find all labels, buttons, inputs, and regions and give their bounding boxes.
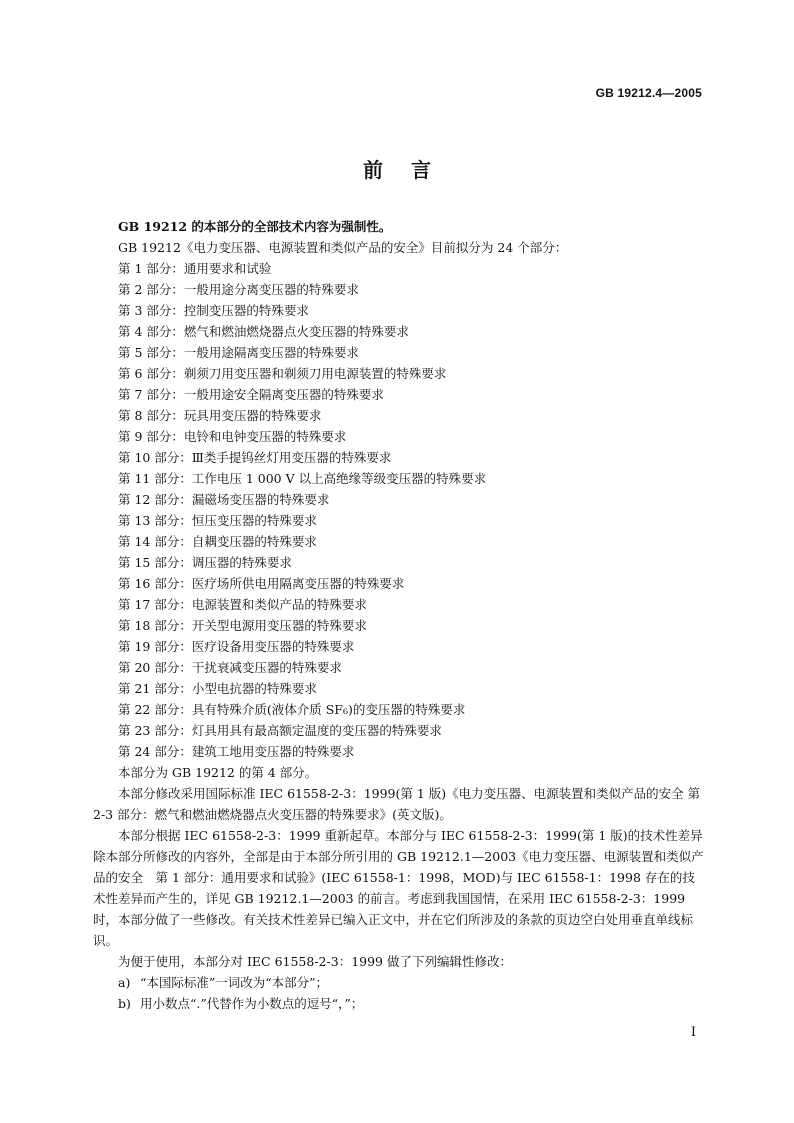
edit-text: 用小数点“.”代替作为小数点的逗号“，”； bbox=[140, 996, 364, 1011]
part-item: 第 17 部分：电源装置和类似产品的特殊要求 bbox=[118, 597, 367, 612]
part-item: 第 1 部分：通用要求和试验 bbox=[118, 261, 272, 276]
foreword-body bbox=[93, 216, 705, 1014]
part-number-paragraph: 本部分为 GB 19212 的第 4 部分。 bbox=[118, 765, 318, 780]
redraft-paragraph: 本部分根据 IEC 61558-2-3：1999 重新起草。本部分与 IEC 61558-2-3：1999(第 1 版)的技术性差异除本部分所修改的内容外，全部是由于本部分所引用的 GB 19212.1—2003《电力变压器、电源装置和类似产品的安全 第 1 部分：通用要求和试验》(IEC 61558-1：1998，MOD)与 IEC 61558-1：1998 存在的技术性差异而产生的，详见 GB 19212.1—2003 的前言。考虑到我国国情，在采用 IEC 61558-2-3：1999 时，本部分做了一些修改。有关技术性差异已编入正文中，并在它们所涉及的条款的页边空白处用垂直单线标识。 bbox=[93, 828, 704, 948]
part-item: 第 14 部分：自耦变压器的特殊要求 bbox=[118, 534, 317, 549]
page-number: I bbox=[690, 1025, 696, 1040]
part-item: 第 18 部分：开关型电源用变压器的特殊要求 bbox=[118, 618, 367, 633]
edit-item bbox=[93, 972, 705, 993]
part-item: 第 23 部分：灯具用具有最高额定温度的变压器的特殊要求 bbox=[118, 723, 442, 738]
edit-label: b) bbox=[118, 996, 131, 1011]
part-item: 第 2 部分：一般用途分离变压器的特殊要求 bbox=[118, 282, 359, 297]
part-item: 第 12 部分：漏磁场变压器的特殊要求 bbox=[118, 492, 330, 507]
part-item: 第 19 部分：医疗设备用变压器的特殊要求 bbox=[118, 639, 355, 654]
part-item: 第 24 部分：建筑工地用变压器的特殊要求 bbox=[118, 744, 355, 759]
part-item: 第 6 部分：剃须刀用变压器和剃须刀用电源装置的特殊要求 bbox=[118, 366, 447, 381]
part-item: 第 9 部分：电铃和电钟变压器的特殊要求 bbox=[118, 429, 347, 444]
part-item: 第 21 部分：小型电抗器的特殊要求 bbox=[118, 681, 317, 696]
part-item: 第 8 部分：玩具用变压器的特殊要求 bbox=[118, 408, 322, 423]
mandatory-statement: GB 19212 的本部分的全部技术内容为强制性。 bbox=[118, 219, 392, 234]
edit-label: a) bbox=[118, 975, 131, 990]
adoption-paragraph: 本部分修改采用国际标准 IEC 61558-2-3：1999(第 1 版)《电力变压器、电源装置和类似产品的安全 第 2-3 部分：燃气和燃油燃烧器点火变压器的特殊要求》(英文版)。 bbox=[93, 786, 701, 822]
part-item: 第 11 部分：工作电压 1 000 V 以上高绝缘等级变压器的特殊要求 bbox=[118, 471, 487, 486]
series-statement: GB 19212《电力变压器、电源装置和类似产品的安全》目前拟分为 24 个部分： bbox=[118, 240, 568, 255]
page-title: 前言 bbox=[363, 158, 459, 182]
standard-number: GB 19212.4—2005 bbox=[595, 86, 702, 100]
part-item: 第 20 部分：干扰衰减变压器的特殊要求 bbox=[118, 660, 342, 675]
part-item: 第 15 部分：调压器的特殊要求 bbox=[118, 555, 292, 570]
part-item: 第 7 部分：一般用途安全隔离变压器的特殊要求 bbox=[118, 387, 384, 402]
part-item: 第 22 部分：具有特殊介质(液体介质 SF₆)的变压器的特殊要求 bbox=[118, 702, 466, 717]
part-item: 第 16 部分：医疗场所供电用隔离变压器的特殊要求 bbox=[118, 576, 405, 591]
edit-text: “本国际标准”一词改为“本部分”； bbox=[140, 975, 329, 990]
part-item: 第 3 部分：控制变压器的特殊要求 bbox=[118, 303, 309, 318]
part-item: 第 4 部分：燃气和燃油燃烧器点火变压器的特殊要求 bbox=[118, 324, 409, 339]
editorial-paragraph: 为便于使用，本部分对 IEC 61558-2-3：1999 做了下列编辑性修改： bbox=[118, 954, 512, 969]
part-item: 第 10 部分：Ⅲ类手提钨丝灯用变压器的特殊要求 bbox=[118, 450, 392, 465]
edits-list bbox=[93, 972, 705, 1014]
part-item: 第 5 部分：一般用途隔离变压器的特殊要求 bbox=[118, 345, 359, 360]
part-item: 第 13 部分：恒压变压器的特殊要求 bbox=[118, 513, 317, 528]
parts-list bbox=[93, 258, 705, 762]
edit-item bbox=[93, 993, 705, 1014]
